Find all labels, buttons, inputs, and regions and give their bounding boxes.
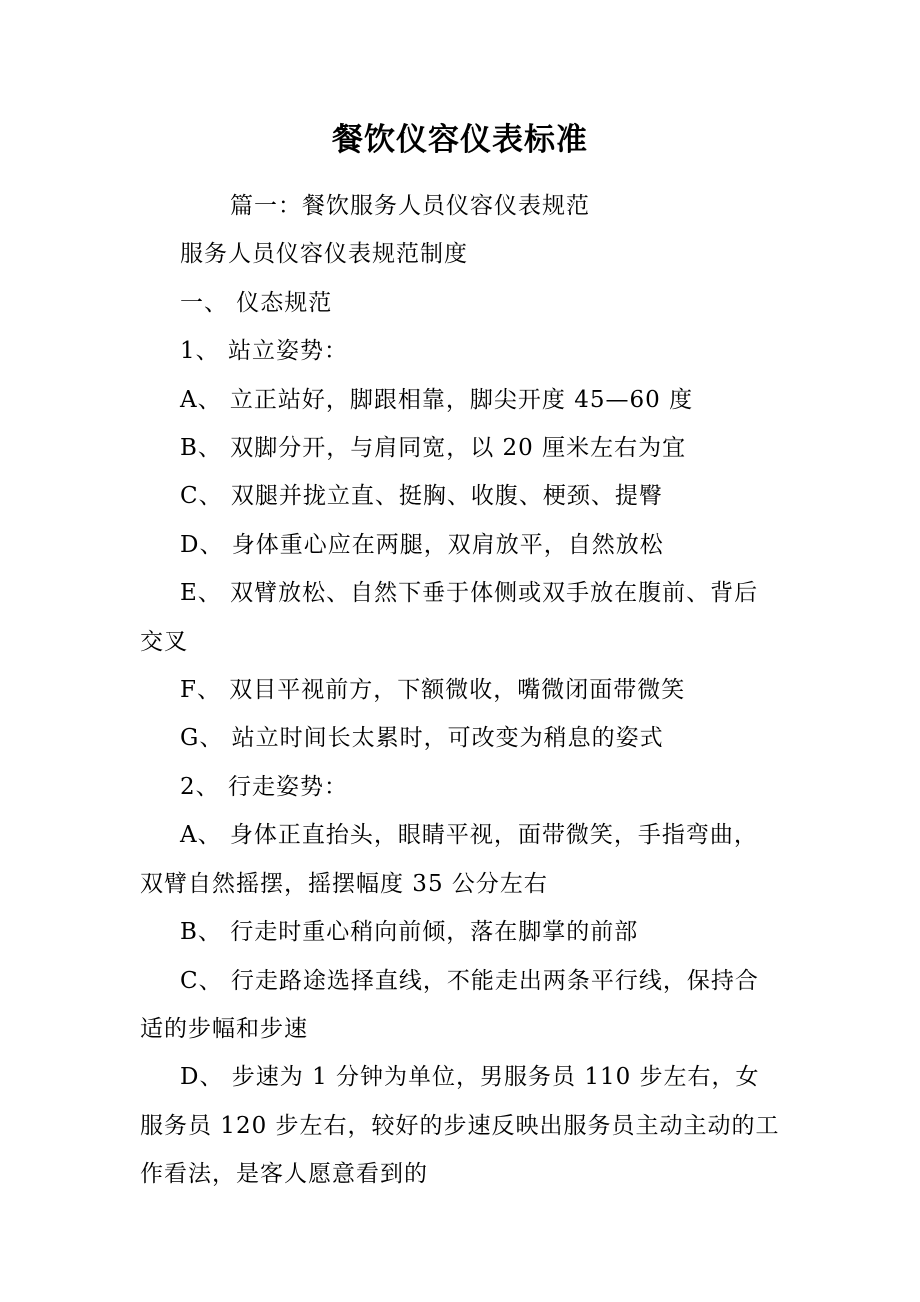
paragraph: D、 身体重心应在两腿，双肩放平，自然放松 [180, 531, 664, 558]
paragraph: B、 双脚分开，与肩同宽，以 20 厘米左右为宜 [180, 435, 687, 462]
document-title: 餐饮仪容仪表标准 [332, 122, 588, 158]
paragraph: G、 站立时间长太累时，可改变为稍息的姿式 [180, 725, 664, 752]
paragraph: F、 双目平视前方，下额微收，嘴微闭面带微笑 [180, 677, 686, 704]
document-body [140, 182, 780, 1199]
section-heading: 篇一：餐饮服务人员仪容仪表规范 [230, 193, 590, 219]
paragraph: 1、 站立姿势： [180, 338, 348, 365]
paragraph: 一、 仪态规范 [180, 289, 333, 316]
paragraph: B、 行走时重心稍向前倾，落在脚掌的前部 [180, 919, 639, 946]
paragraph: 服务人员仪容仪表规范制度 [180, 241, 468, 268]
paragraph: C、 双腿并拢立直、挺胸、收腹、梗颈、提臀 [180, 483, 663, 510]
paragraph: 2、 行走姿势： [180, 773, 348, 800]
paragraph: E、 双臂放松、自然下垂于体侧或双手放在腹前、背后交叉 [140, 580, 759, 655]
paragraph: A、 身体正直抬头，眼睛平视，面带微笑，手指弯曲，双臂自然摇摆，摇摆幅度 35 公分左右 [140, 822, 758, 897]
paragraph: A、 立正站好，脚跟相靠，脚尖开度 45—60 度 [180, 386, 694, 413]
paragraph: D、 步速为 1 分钟为单位，男服务员 110 步左右，女服务员 120 步左右，较好的步速反映出服务员主动主动的工作看法，是客人愿意看到的 [140, 1064, 780, 1188]
paragraph: C、 行走路途选择直线，不能走出两条平行线，保持合适的步幅和步速 [140, 967, 759, 1042]
